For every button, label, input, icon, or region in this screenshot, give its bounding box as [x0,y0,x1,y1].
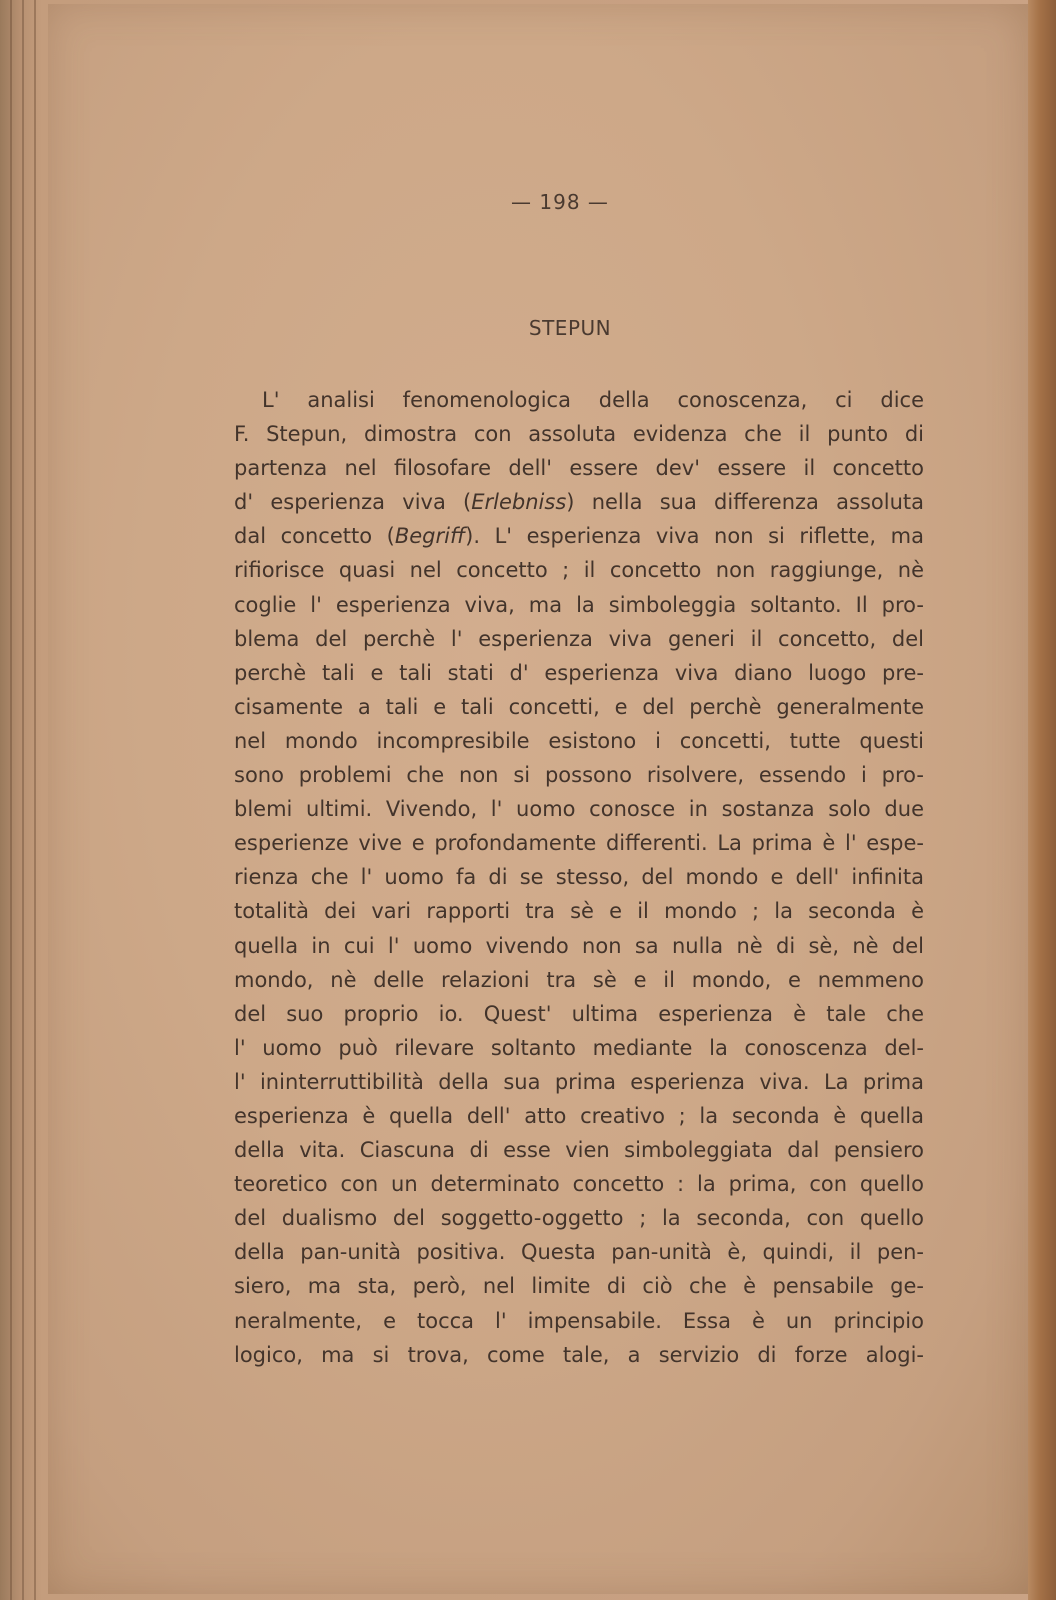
text-line: della pan-unità positiva. Questa pan-unità è, quindi, il pen- [234,1240,924,1265]
italic-term: Begriff [394,524,466,549]
text-line: rifiorisce quasi nel concetto ; il concetto non raggiunge, nè [234,558,924,583]
text-line: dal concetto (Begriff). L' esperienza viva non si riflette, ma [234,524,924,549]
text-line: F. Stepun, dimostra con assoluta evidenza che il punto di [234,422,924,447]
text-line: quella in cui l' uomo vivendo non sa nulla nè di sè, nè del [234,933,924,958]
text-line: l' ininterruttibilità della sua prima esperienza viva. La prima [234,1069,924,1094]
text-line: logico, ma si trova, come tale, a servizio di forze alogi- [234,1342,924,1367]
text-line: cisamente a tali e tali concetti, e del perchè generalmente [234,694,924,719]
text-line: esperienza è quella dell' atto creativo ; la seconda è quella [234,1103,924,1128]
page-edge [34,0,36,1600]
text-line: coglie l' esperienza viva, ma la simboleggia soltanto. Il pro- [234,592,924,617]
italic-term: Erlebniss [471,490,567,515]
page-edge [10,0,12,1600]
body-paragraph [234,383,924,1372]
text-line: rienza che l' uomo fa di se stesso, del mondo e dell' infinita [234,865,924,890]
text-line: esperienze vive e profondamente differenti. La prima è l' espe- [234,831,924,856]
section-title: STEPUN [528,316,612,340]
text-line: totalità dei vari rapporti tra sè e il mondo ; la seconda è [234,899,924,924]
text-line: teoretico con un determinato concetto : la prima, con quello [234,1172,924,1197]
text-line: del suo proprio io. Quest' ultima esperienza è tale che [234,1001,924,1026]
text-line: partenza nel filosofare dell' essere dev' essere il concetto [234,456,924,481]
text-line: nel mondo incompresibile esistono i concetti, tutte questi [234,728,924,753]
text-line: mondo, nè delle relazioni tra sè e il mondo, e nemmeno [234,967,924,992]
text-line: L' analisi fenomenologica della conoscenza, ci dice [262,388,924,412]
text-line: blemi ultimi. Vivendo, l' uomo conosce in sostanza solo due [234,797,924,822]
text-line: l' uomo può rilevare soltanto mediante la conoscenza del- [234,1035,924,1060]
text-line: del dualismo del soggetto-oggetto ; la seconda, con quello [234,1206,924,1231]
text-line: neralmente, e tocca l' impensabile. Essa è un principio [234,1308,924,1333]
text-line: perchè tali e tali stati d' esperienza viva diano luogo pre- [234,660,924,685]
text-line: sono problemi che non si possono risolvere, essendo i pro- [234,763,924,788]
page-right-edge [1028,0,1056,1600]
text-line: della vita. Ciascuna di esse vien simboleggiata dal pensiero [234,1138,924,1163]
text-line: siero, ma sta, però, nel limite di ciò che è pensabile ge- [234,1274,924,1299]
text-line: d' esperienza viva (Erlebniss) nella sua differenza assoluta [234,490,924,515]
page-number: — 198 — [511,190,609,214]
text-line: blema del perchè l' esperienza viva generi il concetto, del [234,626,924,651]
page-edge [22,0,24,1600]
